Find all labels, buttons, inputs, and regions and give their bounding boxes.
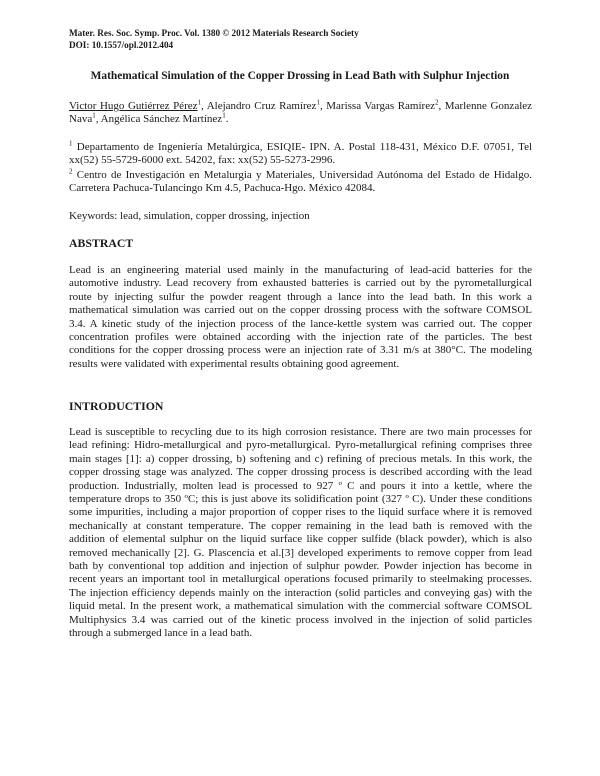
affiliation-text: Centro de Investigación en Metalurgia y Materiales, Universidad Autónoma del Estado de Hidalgo. Carretera Pachuca-Tulancingo Km 4.5, Pachuca-Hgo. México 42084. bbox=[69, 168, 532, 195]
author-name: Victor Hugo Gutiérrez Pérez bbox=[69, 100, 198, 112]
author-sep: , bbox=[201, 100, 207, 112]
affiliation-text: Departamento de Ingeniería Metalúrgica, ESIQIE- IPN. A. Postal 118-431, México D.F. 07051, Tel xx(52) 55-5729-6000 ext. 54202, fax: xx(52) 55-5273-2996. bbox=[69, 141, 533, 167]
keywords: Keywords: lead, simulation, copper drossing, injection bbox=[69, 210, 310, 222]
journal-header bbox=[69, 27, 359, 51]
affiliation bbox=[69, 169, 532, 196]
author-sep: , bbox=[438, 100, 445, 112]
abstract-heading: ABSTRACT bbox=[69, 236, 134, 250]
author bbox=[69, 100, 207, 112]
author-name: Alejandro Cruz Ramírez bbox=[206, 100, 317, 112]
author-sep: , bbox=[319, 100, 327, 112]
author-sep: . bbox=[225, 113, 229, 126]
author bbox=[207, 100, 327, 112]
affiliation-sup: 1 bbox=[69, 139, 73, 148]
affiliations bbox=[69, 141, 532, 197]
paper-title: Mathematical Simulation of the Copper Drossing in Lead Bath with Sulphur Injection bbox=[90, 70, 510, 82]
author-affil-sup: 1 bbox=[92, 111, 96, 120]
introduction-body: Lead is susceptible to recycling due to its high corrosion resistance. There are two main processes for lead refining: Hidro-metallurgical and pyro-metallurgical. Pyro-metallurgical refining comprises three main stages [1]: a) copper drossing, b) softening and c) refining of precious metals. In this work, the copper drossing stage was analyzed. The copper drossing process is described according with the lead production. Industrially, molten lead is processed to 927 º C and pours it into a kettle, where the temperature drops to 350 ºC; this is just above its solidification point (327 º C). Under these conditions some impurities, including a major proportion of copper rises to the liquid surface where it is removed mechanically at constant temperature. The copper remaining in the lead bath is removed with the addition of elemental sulphur on the liquid surface like copper sulfide (black powder), which is also removed mechanically [2]. G. Plascencia et al.[3] developed experiments to remove copper from lead bath by conventional top addition and injection of sulphur powder. Powder injection has become in recent years an important tool in metallurgical operations focused primarily to steelmaking processes. The injection efficiency depends mainly on the interaction (solid particles and conveying gas) with the liquid metal. In the present work, a mathematical simulation with the commercial software COMSOL Multiphysics 3.4 was carried out of the kinetic process involved in the injection of solid particles through a submerged lance in a lead bath. bbox=[69, 426, 532, 640]
author bbox=[326, 100, 445, 112]
author-name: Angélica Sánchez Martínez bbox=[100, 113, 223, 126]
author-affil-sup: 1 bbox=[316, 98, 320, 107]
author-sep: , bbox=[95, 113, 101, 126]
author-affil-sup: 2 bbox=[434, 98, 439, 107]
journal-citation: Mater. Res. Soc. Symp. Proc. Vol. 1380 © 2012 Materials Research Society bbox=[69, 28, 359, 38]
author bbox=[101, 113, 229, 125]
introduction-heading: INTRODUCTION bbox=[69, 399, 164, 413]
author-affil-sup: 1 bbox=[197, 98, 201, 107]
abstract-body: Lead is an engineering material used mainly in the manufacturing of lead-acid batteries for the automotive industry. Lead recovery from exhausted batteries is carried out by the pyrometallurgical route by injecting sulfur the powder reagent through a lance into the lead bath. In this work a mathematical simulation was carried out on the copper drossing process with the software COMSOL 3.4. A kinetic study of the injection process of the lance-kettle system was carried out. The copper concentration profiles were obtained according with the injection rate of the particles. The best conditions for the copper drossing process were an injection rate of 3.31 m/s at 380°C. The modeling results were validated with experimental results obtaining good agreement. bbox=[69, 264, 532, 370]
affiliation-sup: 2 bbox=[69, 167, 73, 176]
author-affil-sup: 1 bbox=[222, 111, 226, 120]
author-list bbox=[69, 100, 532, 127]
affiliation bbox=[69, 141, 532, 168]
author-name: Marlenne Gonzalez Nava bbox=[69, 100, 533, 126]
doi: DOI: 10.1557/opl.2012.404 bbox=[69, 40, 174, 50]
author-name: Marissa Vargas Ramírez bbox=[326, 100, 435, 112]
